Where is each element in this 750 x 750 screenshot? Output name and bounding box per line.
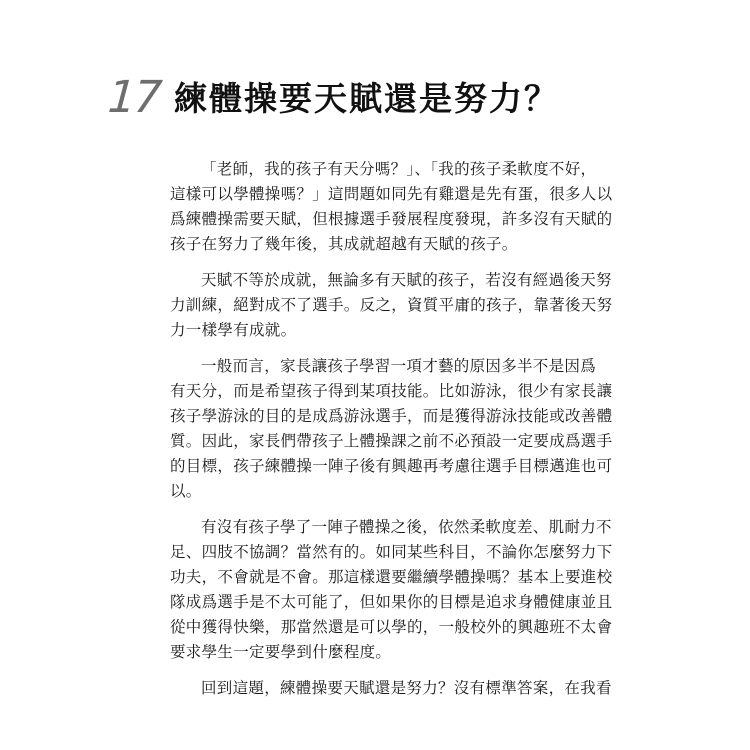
text-line: 的目標，孩子練體操一陣子後有興趣再考慮往選手目標邁進也可 [170, 457, 613, 475]
paragraph [170, 676, 612, 701]
text-line: 爲練體操需要天賦，但根據選手發展程度發現，許多沒有天賦的 [170, 210, 613, 228]
chapter-header [108, 68, 559, 128]
text-line: 足、四肢不協調？當然有的。如同某些科目，不論你怎麼努力下 [170, 543, 613, 561]
text-line: 質。因此，家長們帶孩子上體操課之前不必預設一定要成爲選手 [170, 432, 613, 450]
text-line: 「老師，我的孩子有天分嗎？」、「我的孩子柔軟度不好， [201, 160, 597, 178]
text-line: 力訓練，絕對成不了選手。反之，資質平庸的孩子，靠著後天努 [170, 296, 613, 314]
text-line: 孩子在努力了幾年後，其成就超越有天賦的孩子。 [170, 235, 518, 253]
text-line: 以。 [170, 482, 202, 500]
text-line: 隊成爲選手是不太可能了，但如果你的目標是追求身體健康並且 [170, 593, 613, 611]
text-line: 回到這題，練體操要天賦還是努力？沒有標準答案，在我看 [201, 679, 612, 697]
chapter-title: 練體操要天賦還是努力？ [174, 78, 559, 118]
paragraph [170, 354, 613, 504]
text-line: 一般而言，家長讓孩子學習一項才藝的原因多半不是因爲 [201, 357, 597, 375]
text-line: 要求學生一定要學到什麼程度。 [170, 643, 392, 661]
paragraph [170, 157, 613, 257]
chapter-number: 17 [106, 72, 162, 123]
text-line: 力一樣學有成就。 [170, 321, 297, 339]
text-line: 孩子學游泳的目的是成爲游泳選手，而是獲得游泳技能或改善體 [170, 407, 613, 425]
text-line: 有天分，而是希望孩子得到某項技能。比如游泳，很少有家長讓 [170, 382, 613, 400]
text-line: 從中獲得快樂，那當然還是可以學的，一般校外的興趣班不太會 [170, 618, 613, 636]
text-line: 功夫，不會就是不會。那這樣還要繼續學體操嗎？基本上要進校 [170, 568, 613, 586]
text-line: 有沒有孩子學了一陣子體操之後，依然柔軟度差、肌耐力不 [201, 518, 612, 536]
body-text [170, 157, 613, 712]
text-line: 天賦不等於成就，無論多有天賦的孩子，若沒有經過後天努 [201, 271, 612, 289]
paragraph [170, 268, 613, 343]
paragraph [170, 515, 613, 665]
text-line: 這樣可以學體操嗎？」這問題如同先有雞還是先有蛋，很多人以 [170, 185, 613, 203]
